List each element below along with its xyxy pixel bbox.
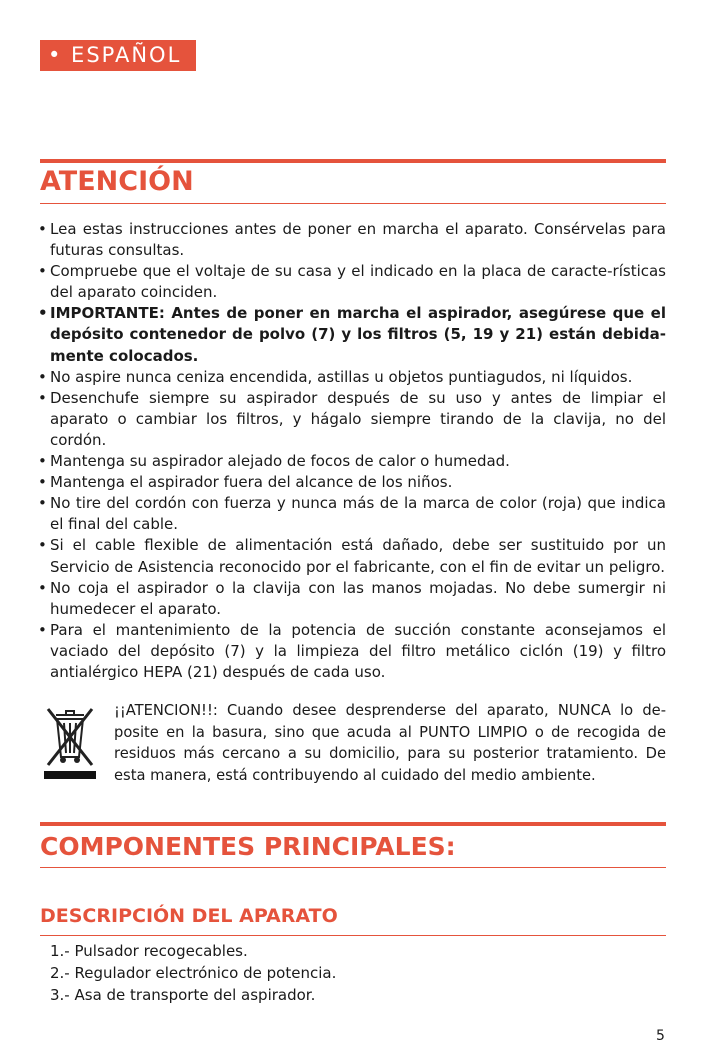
attention-item: • Lea estas instrucciones antes de poner en marcha el aparato. Consérvelas para futuras consultas. [38, 219, 666, 261]
device-description-rule [40, 935, 666, 936]
components-rule-bottom [40, 867, 666, 868]
attention-item: • No coja el aspirador o la clavija con las manos mojadas. No debe sumergir ni humedecer el aparato. [38, 578, 666, 620]
attention-item: • Mantenga el aspirador fuera del alcance de los niños. [38, 472, 666, 493]
components-rule-top [40, 822, 666, 826]
attention-item: • Desenchufe siempre su aspirador después de su uso y antes de limpiar el aparato o cambiar los filtros, y hágalo siempre tirando de la clavija, no del cordón. [38, 388, 666, 451]
component-item: 3.- Asa de transporte del aspirador. [50, 986, 316, 1004]
attention-item: • Para el mantenimiento de la potencia de succión constante aconsejamos el vaciado del depósito (7) y la limpieza del filtro metálico ciclón (19) y filtro antialérgico HEPA (21) después de cada uso. [38, 620, 666, 683]
attention-item: • Si el cable flexible de alimentación está dañado, debe ser sustituido por un Servicio de Asistencia reconocido por el fabricante, con el fin de evitar un peligro. [38, 535, 666, 577]
component-item: 2.- Regulador electrónico de potencia. [50, 964, 337, 982]
components-title: COMPONENTES PRINCIPALES: [40, 832, 456, 861]
component-item: 1.- Pulsador recogecables. [50, 942, 248, 960]
device-description-title: DESCRIPCIÓN DEL APARATO [40, 905, 338, 927]
section-rule-top [40, 159, 666, 163]
disposal-notice: ¡¡ATENCION!!: Cuando desee desprenderse del aparato, NUNCA lo de-posite en la basura, sino que acuda al PUNTO LIMPIO o de recogida de residuos más cercano a su domicilio, para su posterior tratamiento. De esta manera, está contribuyendo al cuidado del medio ambiente. [114, 702, 666, 784]
attention-item: • IMPORTANTE: Antes de poner en marcha el aspirador, asegúrese que el depósito contenedor de polvo (7) y los filtros (5, 19 y 21) están debida-mente colocados. [38, 303, 666, 366]
page-number: 5 [656, 1028, 665, 1044]
crossed-out-wheelie-bin-icon [44, 705, 96, 779]
attention-item: • No tire del cordón con fuerza y nunca más de la marca de color (roja) que indica el final del cable. [38, 493, 666, 535]
attention-list [38, 219, 666, 683]
components-list [50, 940, 336, 1006]
attention-item: • Mantenga su aspirador alejado de focos de calor o humedad. [38, 451, 666, 472]
attention-item: • No aspire nunca ceniza encendida, astillas u objetos puntiagudos, ni líquidos. [38, 367, 666, 388]
language-badge: • ESPAÑOL [40, 40, 196, 71]
attention-item: • Compruebe que el voltaje de su casa y el indicado en la placa de caracte-rísticas del aparato coinciden. [38, 261, 666, 303]
section-rule-bottom [40, 203, 666, 204]
attention-title: ATENCIÓN [40, 166, 194, 197]
